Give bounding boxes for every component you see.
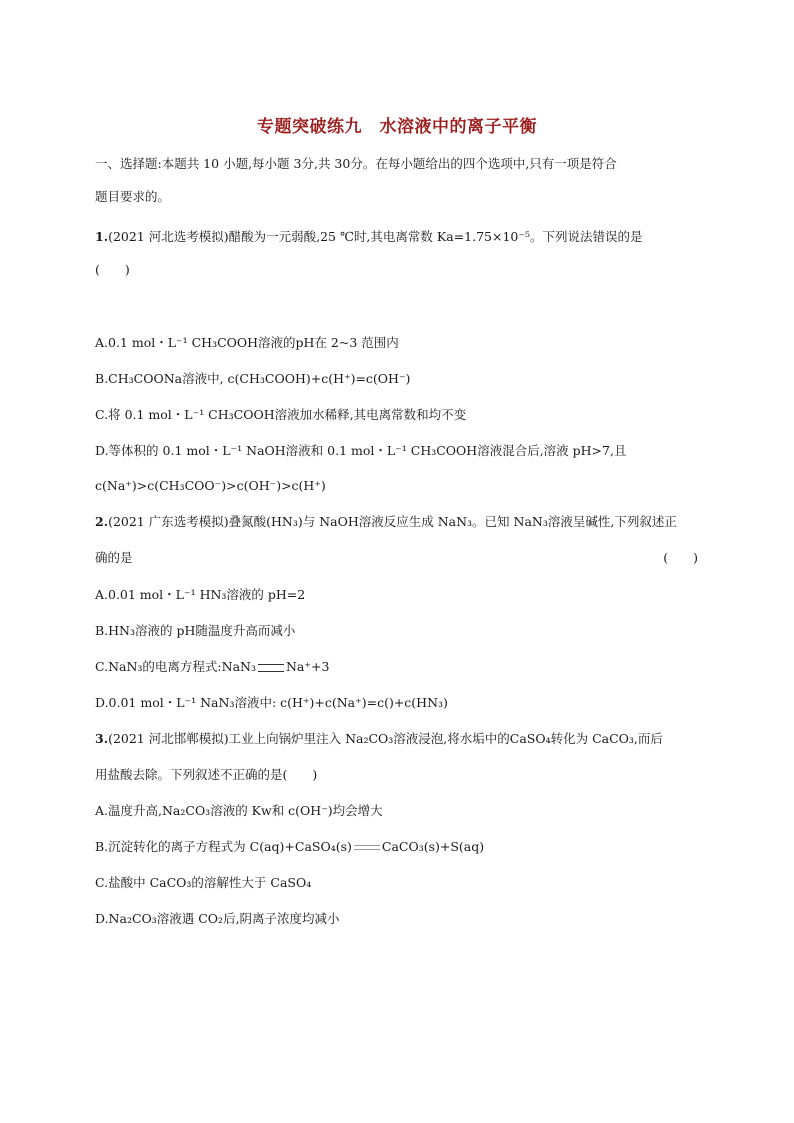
- question-3-number: 3.: [95, 731, 109, 746]
- question-3-option-c: C.盐酸中 CaCO₃的溶解性大于 CaSO₄: [95, 875, 312, 890]
- question-2-source: (2021 广东选考模拟)叠氮酸(HN₃)与 NaOH溶液反应生成 NaN₃。已知 NaN₃溶液呈碱性,下列叙述正: [108, 514, 677, 529]
- question-2-option-d: D.0.01 mol・L⁻¹ NaN₃溶液中: c(H⁺)+c(Na⁺)=c()+c(HN₃): [95, 695, 448, 710]
- question-2-stem-line2: [95, 550, 698, 566]
- question-2-paren: ( ): [663, 550, 698, 565]
- question-3-option-b: [95, 839, 698, 855]
- question-1-source: (2021 河北选考模拟)醋酸为一元弱酸,25 ℃时,其电离常数 Ka=1.75×10⁻⁵。下列说法错误的是: [108, 229, 643, 244]
- section-heading-line1: 一、选择题:本题共 10 小题,每小题 3分,共 30分。在每小题给出的四个选项中,只有一项是符合: [95, 156, 617, 171]
- ionization-equals-sign: [258, 664, 284, 672]
- question-1-stem: [95, 229, 698, 245]
- question-1-option-d-line2: c(Na⁺)>c(CH₃COO⁻)>c(OH⁻)>c(H⁺): [95, 478, 326, 493]
- question-3-option-b-left: B.沉淀转化的离子方程式为 C(aq)+CaSO₄(s): [95, 839, 352, 854]
- page-title: 专题突破练九 水溶液中的离子平衡: [257, 117, 537, 137]
- question-3-stem-line2: 用盐酸去除。下列叙述不正确的是( ): [95, 767, 318, 782]
- question-1-number: 1.: [95, 229, 109, 244]
- question-1-option-d-line1: D.等体积的 0.1 mol・L⁻¹ NaOH溶液和 0.1 mol・L⁻¹ CH₃COOH溶液混合后,溶液 pH>7,且: [95, 443, 627, 458]
- question-1-option-b: B.CH₃COONa溶液中, c(CH₃COOH)+c(H⁺)=c(OH⁻): [95, 371, 411, 386]
- section-heading-line2: 题目要求的。: [95, 189, 171, 204]
- question-3-option-b-right: CaCO₃(s)+S(aq): [381, 839, 485, 854]
- question-1-option-c: C.将 0.1 mol・L⁻¹ CH₃COOH溶液加水稀释,其电离常数和均不变: [95, 407, 467, 422]
- question-2-option-a: A.0.01 mol・L⁻¹ HN₃溶液的 pH=2: [95, 587, 306, 602]
- question-2-option-b: B.HN₃溶液的 pH随温度升高而减小: [95, 623, 296, 638]
- question-2-number: 2.: [95, 514, 109, 529]
- question-1-option-a: A.0.1 mol・L⁻¹ CH₃COOH溶液的pH在 2~3 范围内: [95, 335, 399, 350]
- question-3-source: (2021 河北邯郸模拟)工业上向锅炉里注入 Na₂CO₃溶液浸泡,将水垢中的CaSO₄转化为 CaCO₃,而后: [108, 731, 663, 746]
- question-2-stem: [95, 514, 698, 530]
- question-3-option-a: A.温度升高,Na₂CO₃溶液的 Kw和 c(OH⁻)均会增大: [95, 803, 383, 818]
- question-2-option-c-right: Na⁺+3: [285, 659, 330, 674]
- question-2-option-c: [95, 659, 698, 675]
- question-2-stem-text2: 确的是: [95, 550, 133, 565]
- question-2-option-c-left: C.NaN₃的电离方程式:NaN₃: [95, 659, 256, 674]
- question-3-stem: [95, 731, 698, 747]
- question-3-option-d: D.Na₂CO₃溶液遇 CO₂后,阴离子浓度均减小: [95, 911, 340, 926]
- equilibrium-arrow: [354, 845, 380, 850]
- question-1-paren: ( ): [95, 262, 130, 277]
